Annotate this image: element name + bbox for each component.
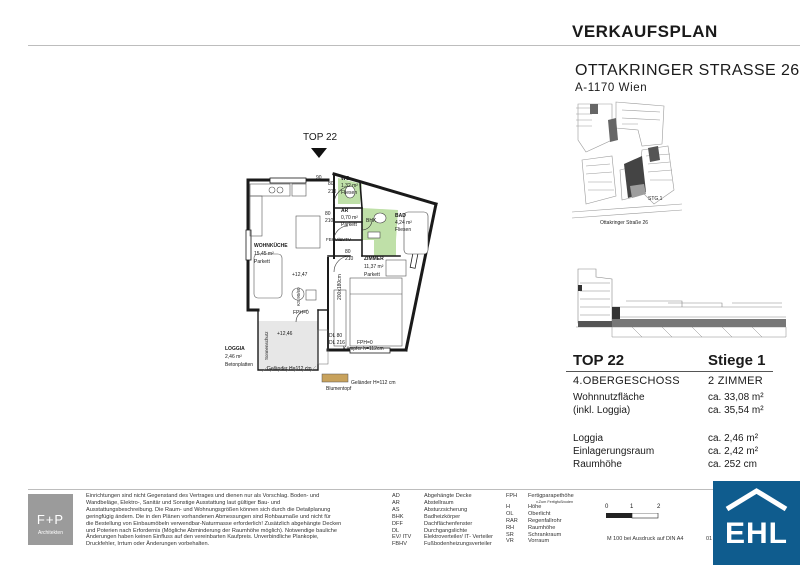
fph-zimmer: FPH=0 <box>357 340 373 346</box>
legend-row: FPH Fertigparapethöhe <box>506 493 574 499</box>
door-zimmer-height: 210 <box>345 256 354 262</box>
legend-row: RH Raumhöhe <box>506 524 556 531</box>
height-value: ca. 252 cm <box>708 459 757 470</box>
disclaimer-line: Druckfehler, Irrtum oder Änderungen vorbehalten. <box>86 541 210 548</box>
ehl-logo-text: EHL <box>725 517 788 550</box>
legend-row: BHK Badheizkörper <box>392 513 461 520</box>
street-address: OTTAKRINGER STRASSE 26 <box>575 62 800 79</box>
scale-tick-0: 0 <box>605 504 609 510</box>
legend-row: AS Absturzsicherung <box>392 506 468 513</box>
abbreviation-legend-2 <box>506 493 588 545</box>
storage-value: ca. 2,42 m² <box>708 446 759 457</box>
room-loggia-floor: Betonplatten <box>225 362 254 368</box>
city-address: A-1170 Wien <box>575 82 648 94</box>
site-plan <box>572 100 698 230</box>
disclaimer-text <box>86 493 386 548</box>
disclaimer-line: die Bestellung von Einbaumöbeln verwendbar-Naturmasse erforderlich! Zusätzlich abgehängte Decken <box>86 520 342 527</box>
house-roof-icon <box>713 485 800 515</box>
room-bad-name: BAD <box>395 213 406 219</box>
room-loggia-name: LOGGIA <box>225 346 245 352</box>
unit-stiege: Stiege 1 <box>708 352 766 369</box>
area-value-1: ca. 33,08 m² <box>708 392 764 403</box>
legend-row: DFF Dachflächenfenster <box>392 520 473 527</box>
door-wc-height: 210 <box>328 189 337 195</box>
disclaimer-line: Ausstattungsbeschreibung. Die Raum- und Wohnungsgrößen können sich durch die Detailplanung <box>86 506 331 513</box>
room-wc-area: 1,32 m² <box>341 183 358 189</box>
room-kitchen-floor: Parkett <box>254 259 270 265</box>
door-entry-width: 90 <box>316 175 322 181</box>
fp-logo-text: F+P <box>36 512 65 527</box>
railing-loggia: Geländer H=112 cm <box>267 366 312 372</box>
site-street-label: Ottakringer Straße 26 <box>600 220 649 226</box>
legend-row: VR Vorraum <box>506 538 550 545</box>
site-stg-label: STG.1 <box>648 196 663 202</box>
loggia-label: Loggia <box>573 433 604 444</box>
room-bad-floor: Fliesen <box>395 227 412 233</box>
railing-zimmer: Geländer H=112 cm <box>351 380 396 386</box>
door-wc-width: 80 <box>328 181 334 187</box>
level-kitchen: +12,47 <box>292 272 308 278</box>
legend-row: H Höhe <box>506 503 542 510</box>
top-marker-arrow <box>311 148 327 158</box>
legend-row: RAR Regenfallrohr <box>506 517 562 524</box>
fbhv-label: FBHV/EVTV <box>326 237 352 242</box>
legend-row: AR Abstellraum <box>392 499 454 506</box>
level-loggia: +12,46 <box>277 331 293 337</box>
unit-rooms: 2 ZIMMER <box>708 375 763 387</box>
room-zimmer-floor: Parkett <box>364 272 380 278</box>
fph-kitchen: FPH=0 <box>293 310 309 316</box>
loggia-value: ca. 2,46 m² <box>708 433 759 444</box>
top-marker-label: TOP 22 <box>303 132 338 143</box>
disclaimer-line: geringfügig ändern. Die in den Plänen vorhandenen Abmessungen sind Rohbaumaße und nicht für <box>86 513 331 520</box>
room-bad-area: 4,24 m² <box>395 220 412 226</box>
bed-size: 200x180cm <box>337 274 343 300</box>
scale-tick-2: 2 <box>657 504 661 510</box>
storage-label: Einlagerungsraum <box>573 446 655 457</box>
area-label-1: Wohnnutzfläche <box>573 392 645 403</box>
unit-top: TOP 22 <box>573 352 625 369</box>
room-wc-name: WC <box>341 176 350 182</box>
area-label-2: (inkl. Loggia) <box>573 405 631 416</box>
disclaimer-line: Einrichtungen sind nicht Gegenstand des Vertrages und dienen nur als Vorschlag. Boden- und <box>86 493 320 499</box>
disclaimer-line: Änderungen haben keinen Einfluss auf den vereinbarten Kaufpreis. Unverbindliche Plankopie, <box>86 534 319 541</box>
legend-row: DL Durchgangslichte <box>392 527 468 534</box>
dl-height: DL 216 <box>329 340 345 346</box>
floor-plan <box>210 160 450 395</box>
room-kitchen-name: WOHNKÜCHE <box>254 243 288 249</box>
room-ar-floor: Parkett <box>341 222 357 228</box>
fridge-label: KS 90/60 <box>296 287 301 306</box>
height-label: Raumhöhe <box>573 459 622 470</box>
bhk-label: BHK <box>366 218 377 224</box>
room-ar-area: 0,70 m² <box>341 215 358 221</box>
room-zimmer-name: ZIMMER <box>364 256 384 262</box>
ehl-logo <box>713 481 800 565</box>
room-wc-floor: Fliesen <box>341 190 358 196</box>
legend-row: OL Oberlicht <box>506 510 551 517</box>
scale-bar <box>606 513 666 519</box>
legend-row: SR Schrankraum <box>506 531 562 538</box>
kaempfer-label: Kämpfer h=112cm <box>343 346 384 352</box>
area-value-2: ca. 35,54 m² <box>708 405 764 416</box>
room-ar-name: AR <box>341 208 349 214</box>
page-number: 01 <box>706 536 713 542</box>
fp-architekten-logo <box>28 494 73 545</box>
legend-row: FBHV Fußbodenheizungsverteiler <box>392 541 492 548</box>
unit-rule <box>566 371 773 372</box>
door-ar-height: 210 <box>325 218 334 224</box>
room-loggia-area: 2,46 m² <box>225 354 242 360</box>
scale-tick-1: 1 <box>630 504 634 510</box>
unit-floor: 4.OBERGESCHOSS <box>573 375 680 387</box>
dl-width: DL 80 <box>329 333 343 339</box>
legend-row: v.Zum Fertigfußboden <box>536 499 574 504</box>
flowerpot-label: Blumentopf <box>326 386 352 392</box>
room-kitchen-area: 15,45 m² <box>254 251 274 257</box>
scale-note: M 100 bei Ausdruck auf DIN A4 <box>607 536 684 542</box>
sunshade-label: Sonnenschutz <box>264 331 269 360</box>
door-zimmer-width: 80 <box>345 249 351 255</box>
door-ar-width: 80 <box>325 211 331 217</box>
fp-logo-sub: Architekten <box>37 530 63 536</box>
legend-row: AD Abgehängte Decke <box>392 493 472 499</box>
disclaimer-line: und Poterien nach Erfordernis (Mögliche Abminderung der Raumhöhe möglich). Notwendige bauliche <box>86 527 337 534</box>
legend-row: EV/ ITV Elektroverteiler/ IT- Verteiler <box>392 534 494 541</box>
page-title: VERKAUFSPLAN <box>572 22 718 41</box>
abbreviation-legend-1 <box>392 493 504 548</box>
disclaimer-line: Wandbeläge, Elektro-, Sanitär und Sonstige Ausstattung laut gültiger Bau- und <box>86 499 281 506</box>
footer-rule <box>28 489 800 490</box>
room-zimmer-area: 11,37 m² <box>364 264 384 270</box>
header-rule <box>28 45 800 46</box>
section-drawing <box>572 265 792 345</box>
